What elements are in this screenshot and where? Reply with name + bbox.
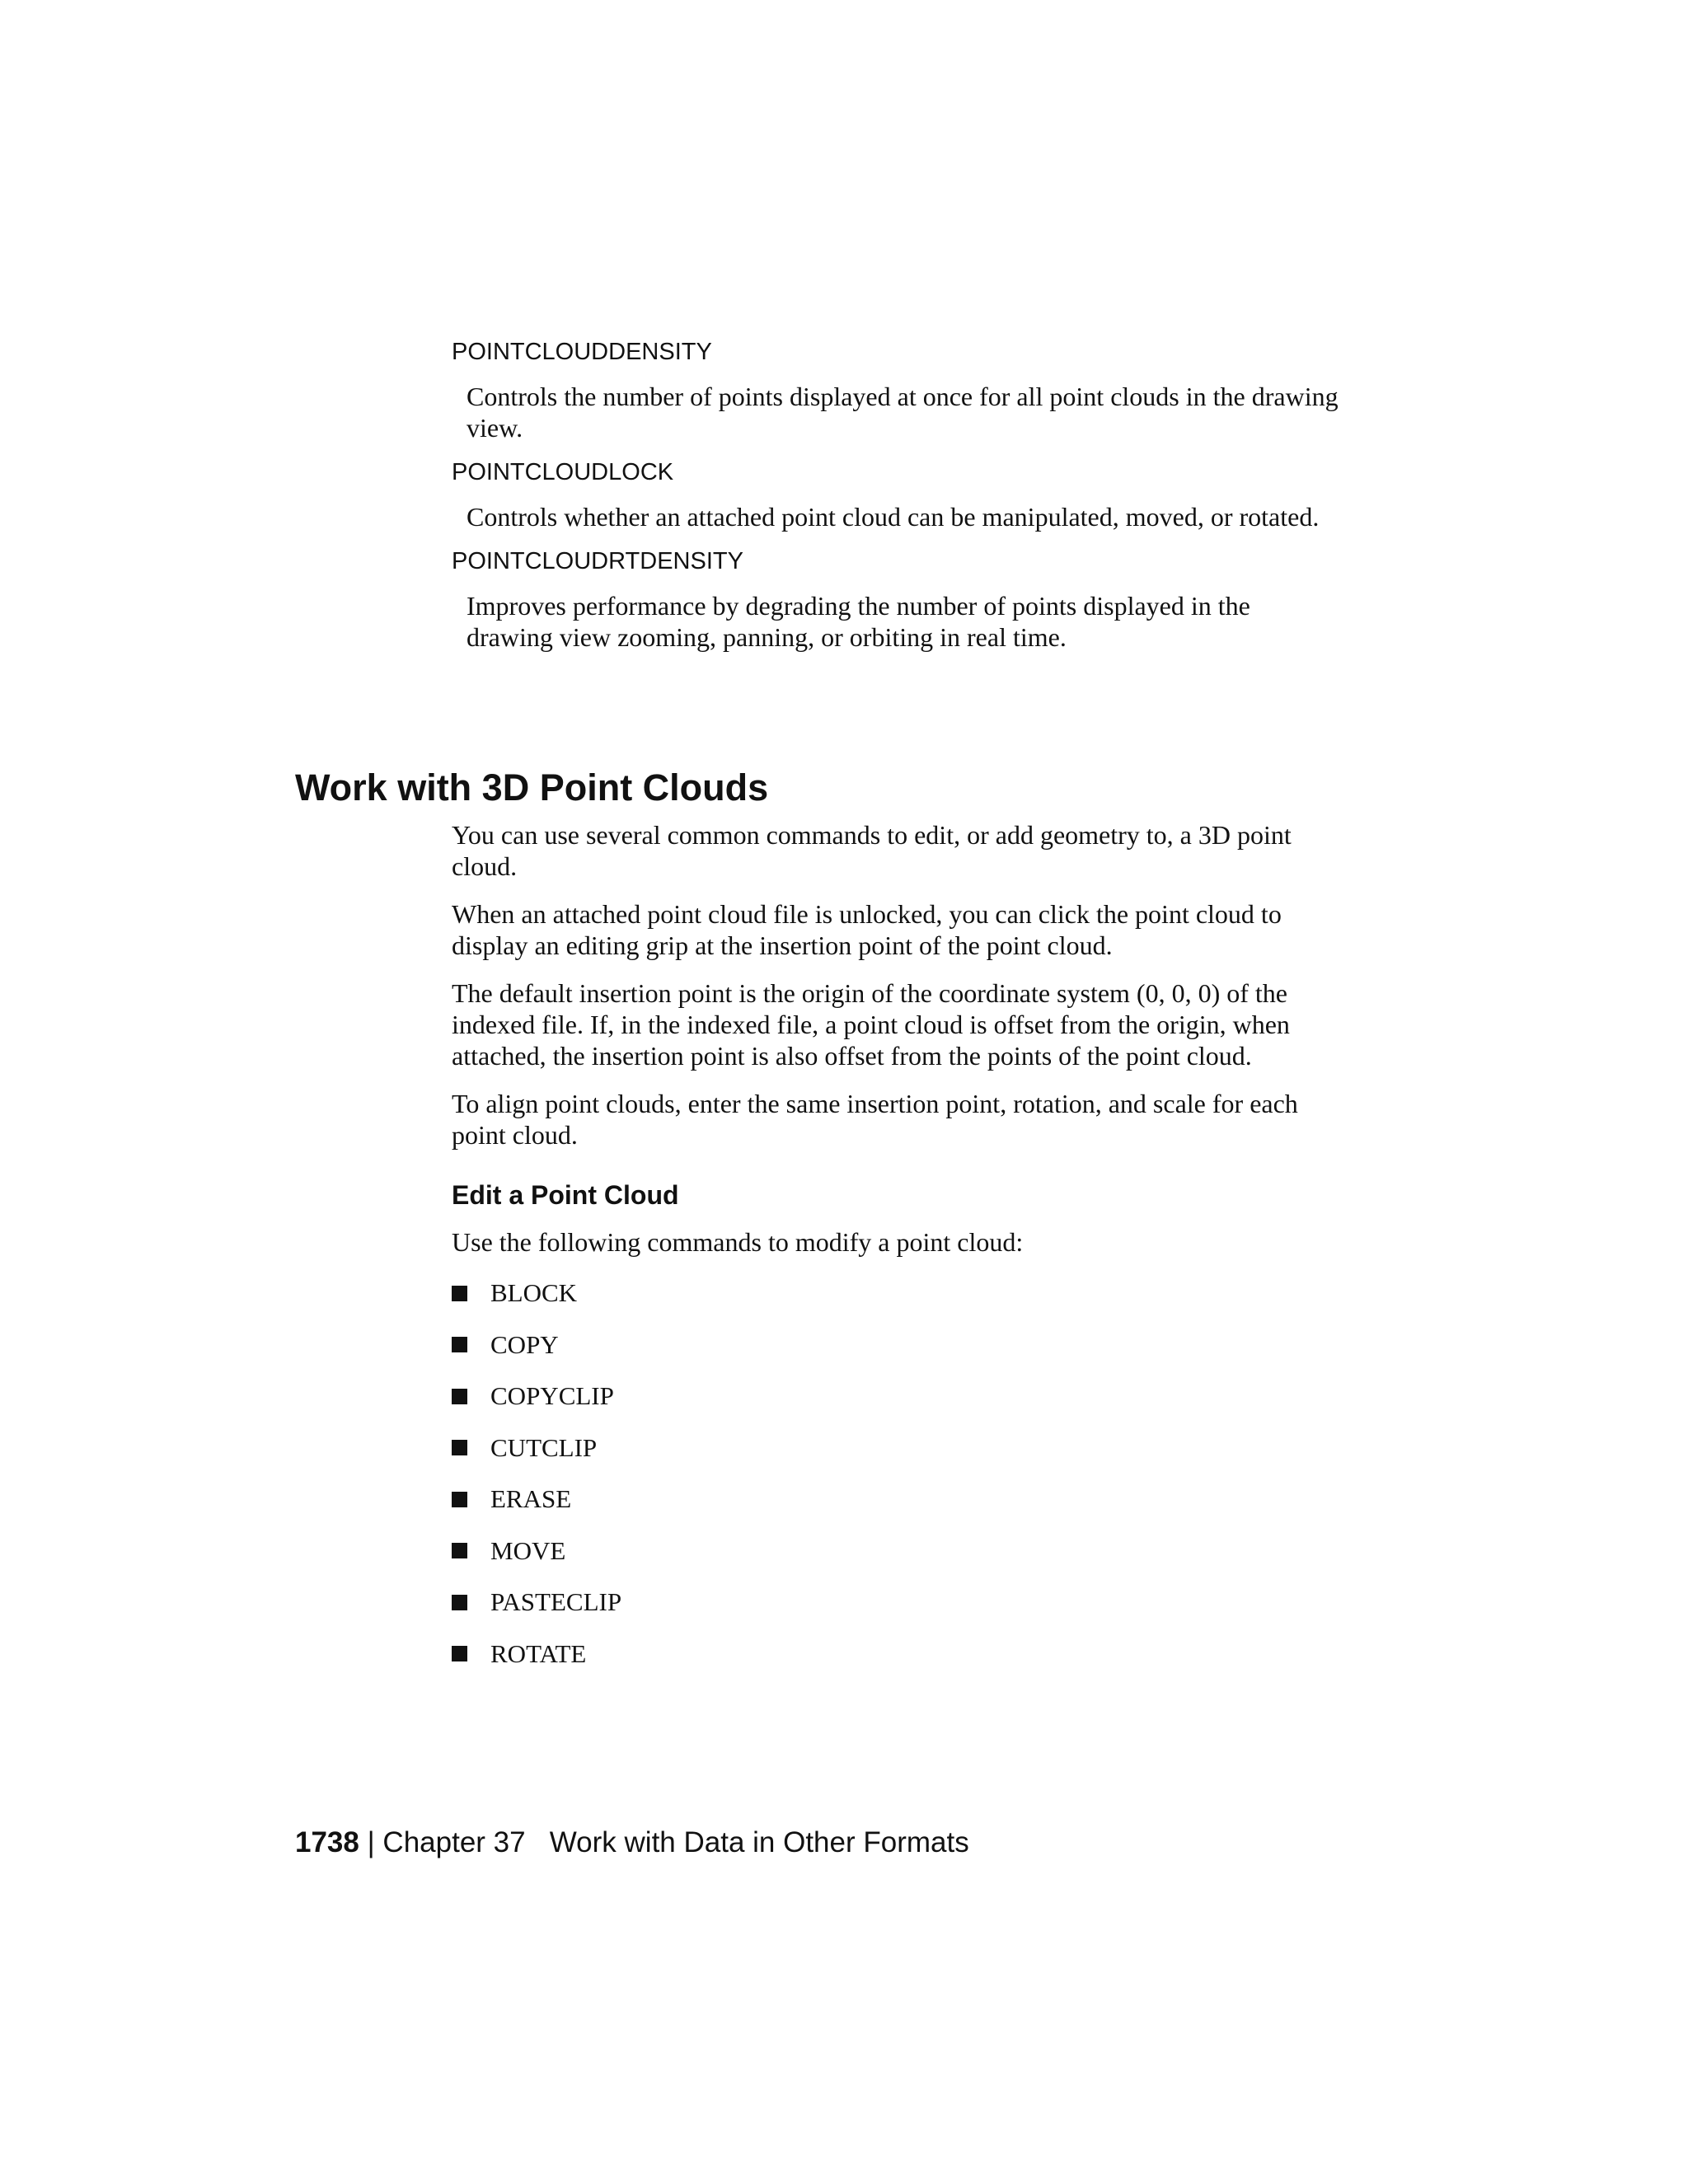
- variable-name: POINTCLOUDRTDENSITY: [452, 548, 743, 574]
- section-heading: Work with 3D Point Clouds: [295, 766, 769, 808]
- system-variable-list: [452, 336, 1342, 666]
- square-bullet-icon: [452, 1440, 467, 1455]
- page-number: 1738: [295, 1826, 359, 1858]
- list-item: [452, 1637, 1342, 1671]
- list-item: [452, 1276, 1342, 1310]
- body-paragraph: You can use several common commands to edit, or add geometry to, a 3D point cloud.: [452, 820, 1292, 881]
- command-list: [452, 1276, 1342, 1671]
- section-body: [452, 819, 1342, 1688]
- square-bullet-icon: [452, 1595, 467, 1610]
- list-item: [452, 1585, 1342, 1619]
- command-name: BLOCK: [490, 1278, 578, 1307]
- square-bullet-icon: [452, 1543, 467, 1558]
- variable-description: Controls whether an attached point cloud can be manipulated, moved, or rotated.: [467, 502, 1320, 532]
- list-item: [452, 1379, 1342, 1413]
- variable-description: Improves performance by degrading the number of points displayed in the drawing view zooming, panning, or orbiting in real time.: [467, 591, 1250, 652]
- square-bullet-icon: [452, 1337, 467, 1352]
- square-bullet-icon: [452, 1492, 467, 1507]
- subsection-heading: Edit a Point Cloud: [452, 1180, 679, 1210]
- square-bullet-icon: [452, 1389, 467, 1404]
- command-name: COPY: [490, 1329, 559, 1359]
- page-footer: [295, 1825, 969, 1861]
- body-paragraph: When an attached point cloud file is unlocked, you can click the point cloud to display an editing grip at the insertion point of the point cloud.: [452, 899, 1282, 960]
- command-name: CUTCLIP: [490, 1432, 598, 1462]
- list-item: [452, 1482, 1342, 1516]
- subsection-intro: Use the following commands to modify a point cloud:: [452, 1227, 1024, 1257]
- command-name: ROTATE: [490, 1638, 587, 1668]
- body-paragraph: To align point clouds, enter the same insertion point, rotation, and scale for each point cloud.: [452, 1089, 1298, 1150]
- footer-separator: |: [359, 1826, 383, 1858]
- list-item: [452, 1328, 1342, 1362]
- command-name: ERASE: [490, 1484, 572, 1513]
- command-name: PASTECLIP: [490, 1587, 622, 1616]
- list-item: [452, 1431, 1342, 1465]
- list-item: [452, 1534, 1342, 1568]
- square-bullet-icon: [452, 1286, 467, 1301]
- command-name: MOVE: [490, 1535, 566, 1565]
- command-name: COPYCLIP: [490, 1381, 614, 1410]
- variable-description: Controls the number of points displayed at once for all point clouds in the drawing view.: [467, 382, 1339, 443]
- square-bullet-icon: [452, 1646, 467, 1661]
- body-paragraph: The default insertion point is the origin of the coordinate system (0, 0, 0) of the indexed file. If, in the indexed file, a point cloud is offset from the origin, when attached, the insertion point is also offset from the points of the point cloud.: [452, 978, 1290, 1071]
- variable-name: POINTCLOUDDENSITY: [452, 339, 712, 365]
- variable-name: POINTCLOUDLOCK: [452, 459, 674, 485]
- chapter-label: Chapter 37: [382, 1826, 526, 1858]
- chapter-title: Work with Data in Other Formats: [549, 1826, 969, 1858]
